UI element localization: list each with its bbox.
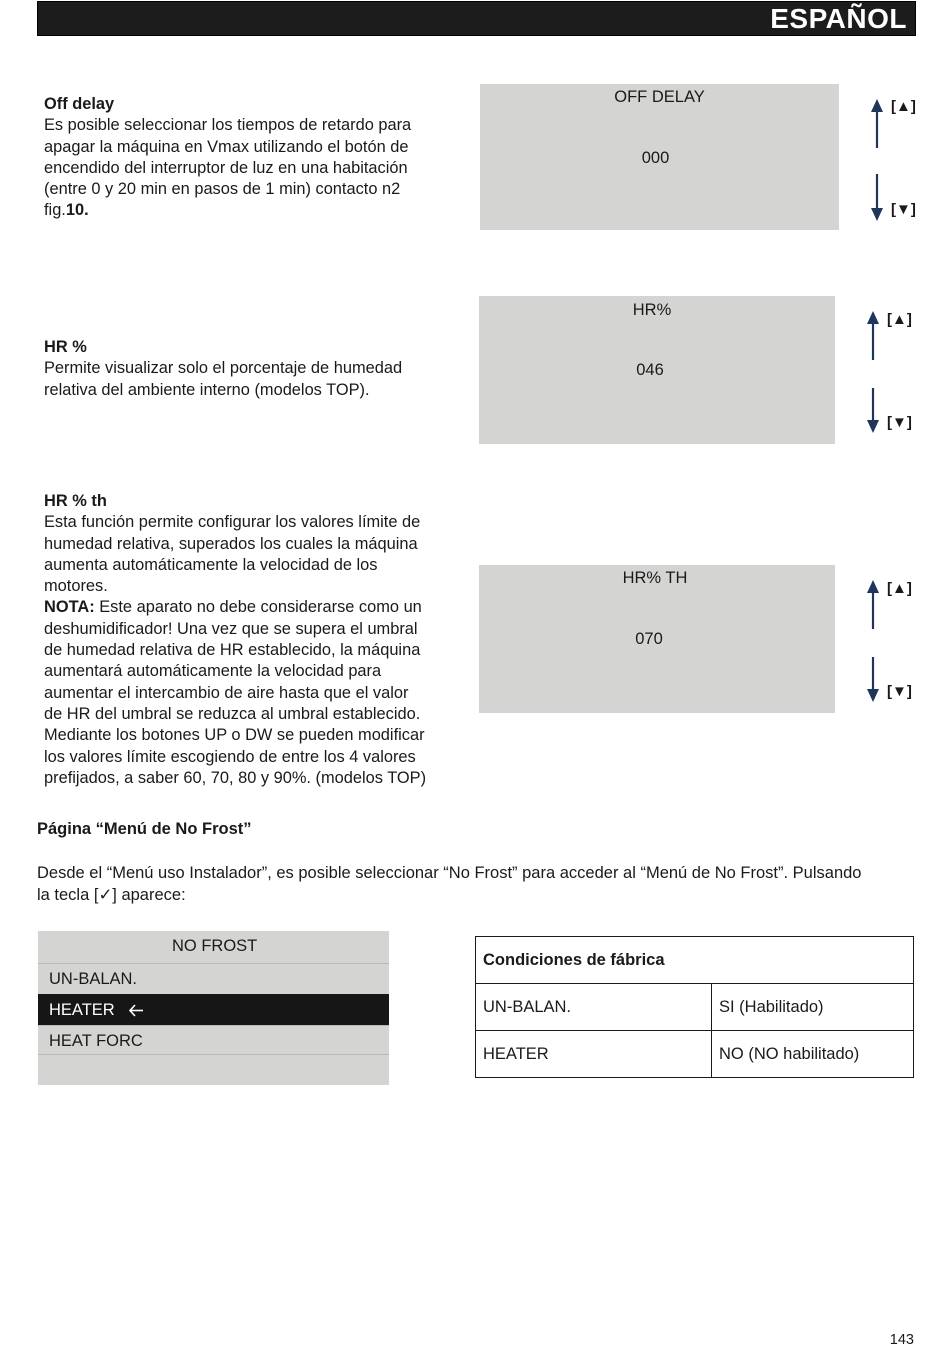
display-label: OFF DELAY [614, 88, 705, 106]
table-cell: SI (Habilitado) [712, 984, 914, 1031]
note-line: aumentar el intercambio de aire hasta que el valor [44, 683, 409, 702]
hr-display [479, 296, 835, 444]
note-line: de humedad relativa de HR establecido, la máquina [44, 641, 421, 660]
off-delay-display [480, 84, 839, 230]
menu-item-label: HEAT FORC [49, 1032, 143, 1050]
hr-threshold-line: Esta función permite configurar los valores límite de [44, 513, 421, 532]
hr-section [44, 337, 474, 401]
table-header: Condiciones de fábrica [476, 937, 914, 984]
hr-threshold-line: motores. [44, 577, 108, 596]
hr-arrows [862, 308, 912, 448]
hr-threshold-display [479, 565, 835, 713]
hr-threshold-section [44, 491, 484, 789]
note-line: los valores límite escogiendo de entre los 4 valores [44, 747, 416, 766]
hr-threshold-line: humedad relativa, superados los cuales la máquina [44, 534, 418, 553]
page-heading: Página “Menú de No Frost” [37, 820, 252, 838]
up-button-label: [▲] [887, 311, 912, 328]
display-value: 070 [635, 630, 663, 648]
no-frost-menu [38, 931, 389, 1085]
note-label: NOTA: [44, 598, 95, 617]
note-line: deshumidificador! Una vez que se supera el umbral [44, 619, 418, 638]
paragraph-line: la tecla [✓] aparece: [37, 885, 186, 904]
hr-threshold-line: aumenta automáticamente la velocidad de los [44, 555, 378, 574]
factory-conditions-table [475, 936, 914, 1078]
table-cell: UN-BALAN. [476, 984, 712, 1031]
off-delay-arrows [866, 96, 916, 236]
table-row [476, 1031, 914, 1078]
menu-item-un-balan[interactable] [38, 963, 389, 995]
page-number: 143 [889, 1332, 914, 1348]
note-text: Este aparato no debe considerarse como un [94, 598, 422, 617]
language-header-bar [37, 1, 916, 36]
menu-item-empty [38, 1054, 389, 1086]
menu-item-label: HEATER [49, 1001, 115, 1019]
hr-threshold-arrows [862, 577, 912, 717]
off-delay-line: Es posible seleccionar los tiempos de retardo para [44, 116, 412, 135]
note-line: de HR del umbral se reduzca al umbral establecido. [44, 704, 421, 723]
down-button-label: [▼] [891, 201, 916, 218]
off-delay-fig-ref [44, 200, 474, 221]
down-button-label: [▼] [887, 414, 912, 431]
arrow-left-icon [127, 995, 145, 1026]
off-delay-line: encendido del interruptor de luz en una habitación [44, 158, 408, 177]
menu-item-heat-forc[interactable] [38, 1025, 389, 1057]
paragraph-line: Desde el “Menú uso Instalador”, es posible seleccionar “No Frost” para acceder al “Menú de No Frost”. Pulsando [37, 864, 862, 882]
language-title: ESPAÑOL [770, 3, 907, 34]
display-value: 000 [641, 149, 670, 167]
up-button-label: [▲] [887, 580, 912, 597]
hr-line: Permite visualizar solo el porcentaje de humedad [44, 359, 403, 378]
note-line: Mediante los botones UP o DW se pueden modificar [44, 726, 425, 745]
menu-item-label: UN-BALAN. [49, 970, 138, 988]
table-cell: HEATER [476, 1031, 712, 1078]
off-delay-section [44, 94, 474, 222]
table-header-row [476, 937, 914, 984]
display-value: 046 [636, 361, 664, 379]
fig-number: 10. [65, 201, 89, 220]
note-line [44, 597, 484, 618]
hr-threshold-title: HR % th [44, 492, 107, 510]
display-label: HR% [632, 301, 672, 319]
note-line: aumentará automáticamente la velocidad para [44, 662, 382, 681]
off-delay-title: Off delay [44, 95, 115, 113]
menu-title-text: NO FROST [172, 937, 258, 955]
hr-line: relativa del ambiente interno (modelos TOP). [44, 380, 370, 399]
down-button-label: [▼] [887, 683, 912, 700]
table-row [476, 984, 914, 1031]
off-delay-line: apagar la máquina en Vmax utilizando el botón de [44, 137, 409, 156]
fig-prefix: fig. [44, 201, 66, 220]
note-line: prefijados, a saber 60, 70, 80 y 90%. (modelos TOP) [44, 768, 427, 787]
hr-title: HR % [44, 338, 87, 356]
display-label: HR% TH [622, 569, 688, 587]
up-button-label: [▲] [891, 98, 916, 115]
menu-title [38, 931, 389, 963]
table-cell: NO (NO habilitado) [712, 1031, 914, 1078]
menu-item-heater[interactable] [38, 994, 389, 1026]
intro-paragraph [37, 863, 917, 906]
off-delay-line: (entre 0 y 20 min en pasos de 1 min) contacto n2 [44, 180, 401, 199]
